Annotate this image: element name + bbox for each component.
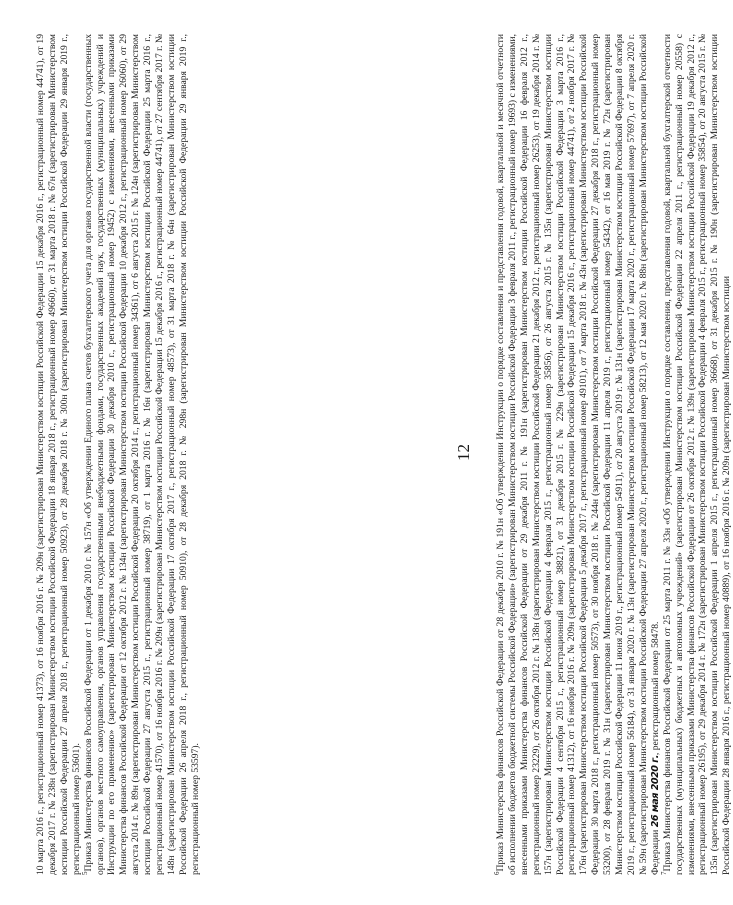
footnote-6-text: Приказ Министерства финансов Российской Федерации от 28 декабря 2010 г. № 191н «Об утверждении Инструкции о порядке составления и представления годовой, квартальной и месячной отчетности об исполнении бюджетов бюджетной системы Российской Федерации» (зарегистрирован Министерством юстиции Российской Федерации 3 февраля 2011 г., регистрационный номер 19693) с изменениями, внесенными приказами Министерства финансов Российской Федерации от 29 декабря 2011 г. № 191н (зарегистрирован Министерством юстиции Российской Федерации 16 февраля 2012 г., регистрационный номер 23229), от 26 октября 2012 г. № 138н (зарегистрирован Министерством юстиции Российской Федерации 21 декабря 2012 г., регистрационный номер 26253), от 19 декабря 2014 г. № 157н (зарегистрирован Министерством юстиции Российской Федерации 4 февраля 2015 г., регистрационный номер 35856), от 26 августа 2015 г. № 135н (зарегистрирован Министерством юстиции Российской Федерации 4 сентября 2015 г., регистрационный номер 38821), от 31 декабря 2015 г. № 229н (зарегистрирован Министерством юстиции Российской Федерации 3 марта 2016 г., регистрационный номер 41312), от 16 ноября 2016 г. № 209н (зарегистрирован Министерством юстиции Российской Федерации 15 декабря 2016 г., регистрационный номер 44741), от 2 ноября 2017 г. № 176н (зарегистрирован Министерством юстиции Российской Федерации 5 декабря 2017 г., регистрационный номер 49101), от 7 марта 2018 г. № 43н (зарегистрирован Министерством юстиции Российской Федерации 30 марта 2018 г., регистрационный номер 50573), от 30 ноября 2018 г. № 244н (зарегистрирован Министерством юстиции Российской Федерации 27 декабря 2018 г., регистрационный номер 53200), от 28 февраля 2019 г. № 31н (зарегистрирован Министерством юстиции Российской Федерации 11 апреля 2019 г., регистрационный номер 54342), от 16 мая 2019 г. № 72н (зарегистрирован Министерством юстиции Российской Федерации 11 июня 2019 г., регистрационный номер 54911), от 20 августа 2019 г. № 131н (зарегистрирован Министерством юстиции Российской Федерации 8 октября 2019 г., регистрационный номер 56184), от 31 января 2020 г. № 13н (зарегистрирован Министерством юстиции Российской Федерации 17 марта 2020 г., регистрационный номер 57697), от 7 апреля 2020 г. № 59н (зарегистрирован Министерством юстиции Российской Федерации 27 апреля 2020 г., регистрационный номер 58213), от 12 мая 2020 г. № 88н (зарегистрирован Министерством юстиции Российской Федерации [495, 34, 661, 875]
footnote-6 [492, 34, 662, 875]
footnote-block-top [35, 34, 202, 875]
footnote-7-text: Приказ Министерства финансов Российской Федерации от 25 марта 2011 г. № 33н «Об утверждении Инструкции о порядке составления, представления годовой, квартальной бухгалтерской отчетности государственных (муниципальных) бюджетных и автономных учреждений» (зарегистрирован Министерством юстиции Российской Федерации 22 апреля 2011 г., регистрационный номер 20558) с изменениями, внесенными приказами Министерства финансов Российской Федерации от 26 октября 2012 г. № 139н (зарегистрирован Министерством юстиции Российской Федерации 19 декабря 2012 г., регистрационный номер 26195), от 29 декабря 2014 г. № 172н (зарегистрирован Министерством юстиции Российской Федерации 4 февраля 2015 г., регистрационный номер 35854), от 20 августа 2015 г. № 135н (зарегистрирован Министерством юстиции Российской Федерации 1 апреля 2015 г., регистрационный номер 36668), от 31 декабря 2015 г. № 190н (зарегистрирован Министерством юстиции Российской Федерации 28 января 2016 г., регистрационный номер 40889), от 16 ноября 2016 г. № 209н (зарегистрирован Министерством юстиции [661, 34, 733, 875]
footnote-5-text: Приказ Министерства финансов Российской Федерации от 1 декабря 2010 г. № 157н «Об утверждении Единого плана счетов бухгалтерского учета для органов государственной власти (государственных органов), органов местного самоуправления, органов управления государственными внебюджетными фондами, государственных академий наук, государственных (муниципальных) учреждений и Инструкции по его применению» (зарегистрирован Министерством юстиции Российской Федерации 30 декабря 2010 г., регистрационный номер 19452) с изменениями, внесенными приказами Министерства финансов Российской Федерации от 12 октября 2012 г. № 134н (зарегистрирован Министерством юстиции Российской Федерации 10 декабря 2012 г., регистрационный номер 26060), от 29 августа 2014 г. № 89н (зарегистрирован Министерством юстиции Российской Федерации 20 октября 2014 г., регистрационный номер 34361), от 6 августа 2015 г. № 124н (зарегистрирован Министерством юстиции Российской Федерации 27 августа 2015 г., регистрационный номер 38719), от 1 марта 2016 г. № 16н (зарегистрирован Министерством юстиции Российской Федерации 25 марта 2016 г., регистрационный номер 41570), от 16 ноября 2016 г. № 209н (зарегистрирован Министерством юстиции Российской Федерации 15 декабря 2016 г., регистрационный номер 44741), от 27 сентября 2017 г. № 148н (зарегистрирован Министерством юстиции Российской Федерации 17 октября 2017 г., регистрационный номер 48573), от 31 марта 2018 г. № 64н (зарегистрирован Министерством юстиции Российской Федерации 26 апреля 2018 г., регистрационный номер 50910), от 28 декабря 2018 г. № 298н (зарегистрирован Министерством юстиции Российской Федерации 29 января 2019 г., регистрационный номер 53597). [82, 34, 201, 875]
footnote-5 [80, 34, 202, 875]
footnote-marker: 6 [492, 871, 501, 875]
footnote-7 [659, 34, 733, 875]
handwritten-correction: 26 мая 2020 г. [649, 755, 661, 828]
page-number: 12 [454, 444, 473, 461]
rotated-content [35, 30, 733, 875]
footnote-6-text-end: , регистрационный номер 58478. [649, 621, 661, 756]
footnote-4-continuation: 10 марта 2016 г., регистрационный номер 41373), от 16 ноября 2016 г. № 209н (зарегистрирован Министерством юстиции Российской Федерации 15 декабря 2016 г., регистрационный номер 44741), от 19 декабря 2017 г. № 238н (зарегистрирован Министерством юстиции Российской Федерации 18 января 2018 г., регистрационный номер 49660), от 31 марта 2018 г. № 67н (зарегистрирован Министерством юстиции Российской Федерации 27 апреля 2018 г., регистрационный номер 50923), от 28 декабря 2018 г. № 300н (зарегистрирован Министерством юстиции Российской Федерации 29 января 2019 г., регистрационный номер 53601). [35, 34, 82, 875]
footnote-marker: 7 [659, 871, 668, 875]
footnote-marker: 5 [80, 871, 89, 875]
footnote-block-bottom [492, 34, 733, 875]
